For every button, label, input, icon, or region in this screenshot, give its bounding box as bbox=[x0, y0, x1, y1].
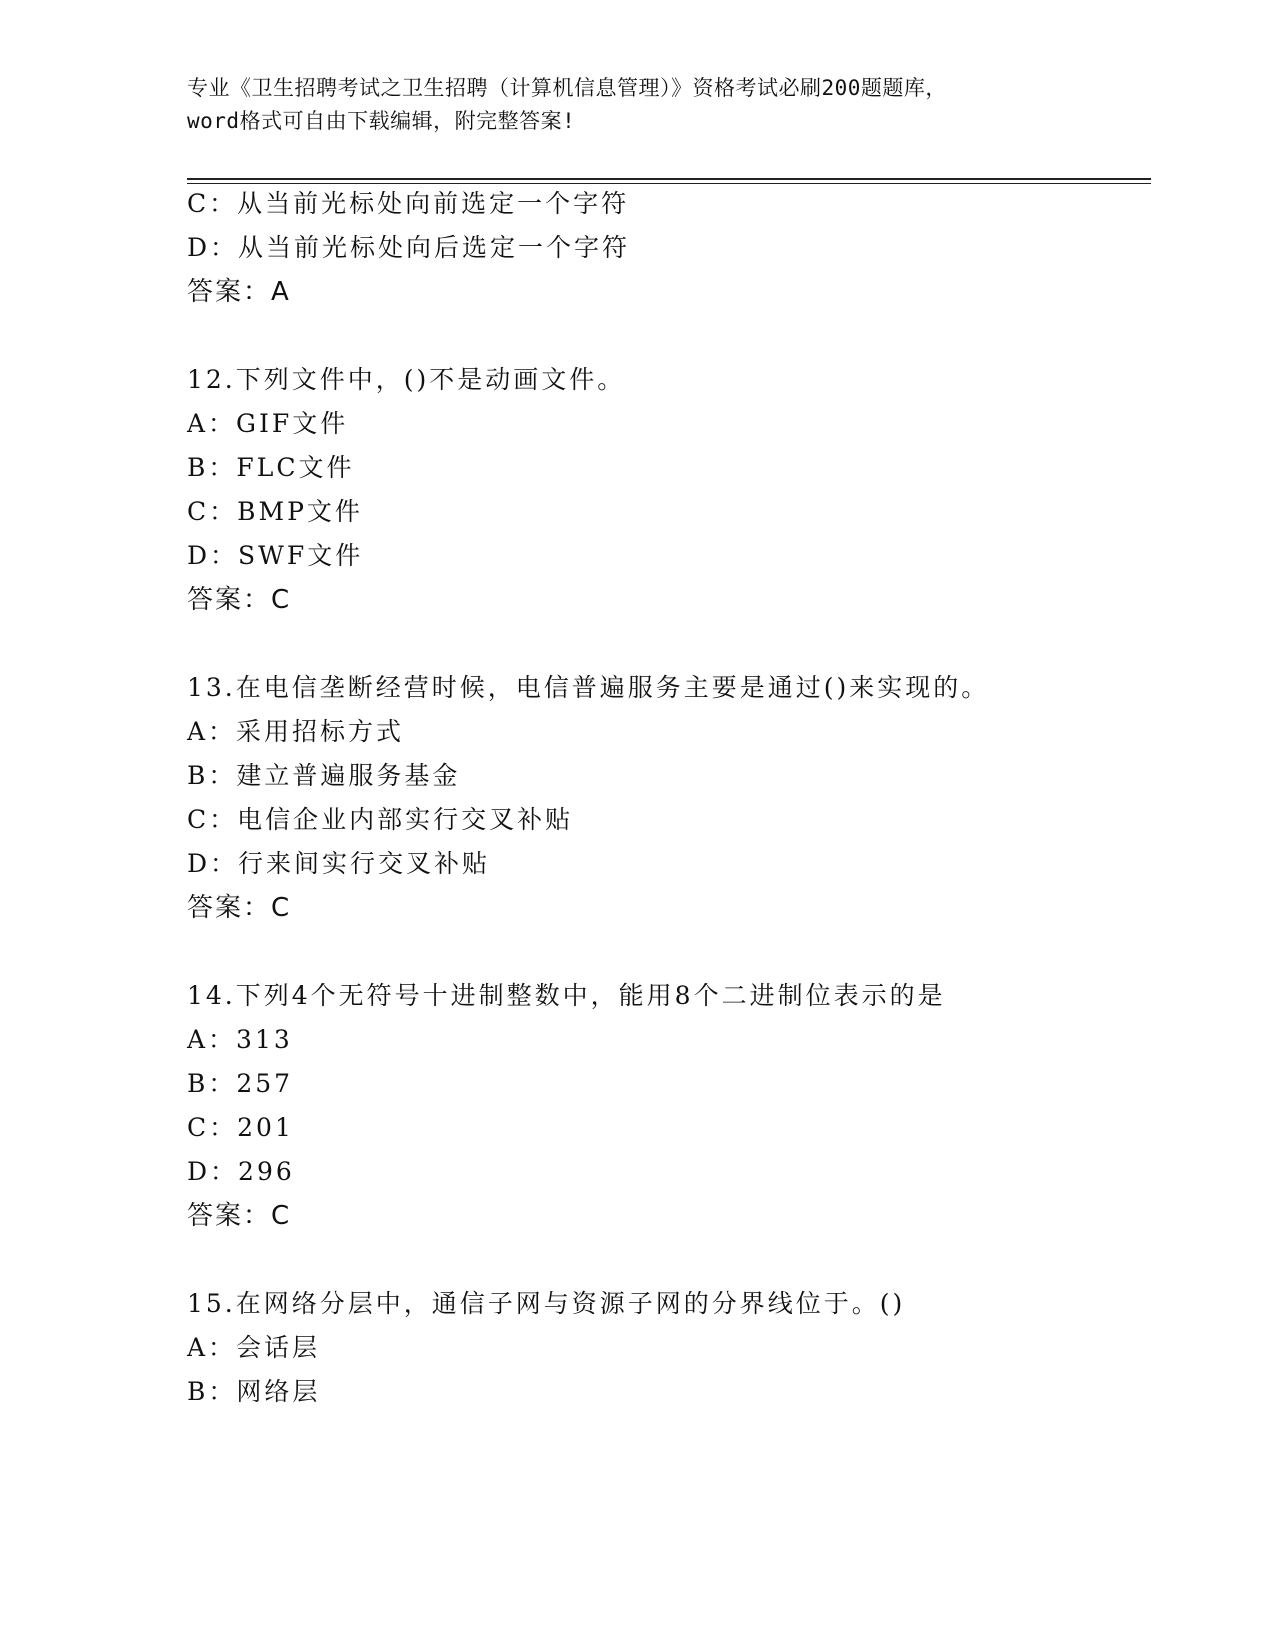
header-line-2: word格式可自由下载编辑，附完整答案! bbox=[187, 109, 576, 133]
option-b: B：建立普遍服务基金 bbox=[187, 761, 461, 790]
answer: 答案：A bbox=[187, 277, 291, 307]
option-a: A：采用招标方式 bbox=[187, 717, 405, 746]
option-b: B：257 bbox=[187, 1069, 294, 1098]
option-c: C：BMP文件 bbox=[187, 497, 363, 526]
option-b: B：网络层 bbox=[187, 1377, 321, 1406]
question-stem: 13.在电信垄断经营时候，电信普遍服务主要是通过()来实现的。 bbox=[187, 673, 990, 702]
document-header bbox=[187, 72, 1087, 138]
option-c: C：电信企业内部实行交叉补贴 bbox=[187, 805, 574, 834]
option-c: C：从当前光标处向前选定一个字符 bbox=[187, 189, 630, 218]
option-a: A：313 bbox=[187, 1025, 293, 1054]
option-d: D：行来间实行交叉补贴 bbox=[187, 849, 491, 878]
header-line-1: 专业《卫生招聘考试之卫生招聘（计算机信息管理）》资格考试必刷200题题库， bbox=[187, 76, 947, 100]
answer: 答案：C bbox=[187, 893, 292, 923]
question-stem: 14.下列4个无符号十进制整数中，能用8个二进制位表示的是 bbox=[187, 981, 946, 1010]
answer: 答案：C bbox=[187, 585, 292, 615]
option-d: D：296 bbox=[187, 1157, 295, 1186]
header-divider-thick bbox=[187, 178, 1151, 180]
option-a: A：GIF文件 bbox=[187, 409, 349, 438]
option-c: C：201 bbox=[187, 1113, 294, 1142]
header-divider-thin bbox=[187, 183, 1151, 184]
option-a: A：会话层 bbox=[187, 1333, 321, 1362]
option-b: B：FLC文件 bbox=[187, 453, 355, 482]
option-d: D：SWF文件 bbox=[187, 541, 364, 570]
question-stem: 15.在网络分层中，通信子网与资源子网的分界线位于。() bbox=[187, 1289, 906, 1318]
option-d: D：从当前光标处向后选定一个字符 bbox=[187, 233, 631, 262]
question-stem: 12.下列文件中，()不是动画文件。 bbox=[187, 365, 626, 394]
answer: 答案：C bbox=[187, 1201, 292, 1231]
